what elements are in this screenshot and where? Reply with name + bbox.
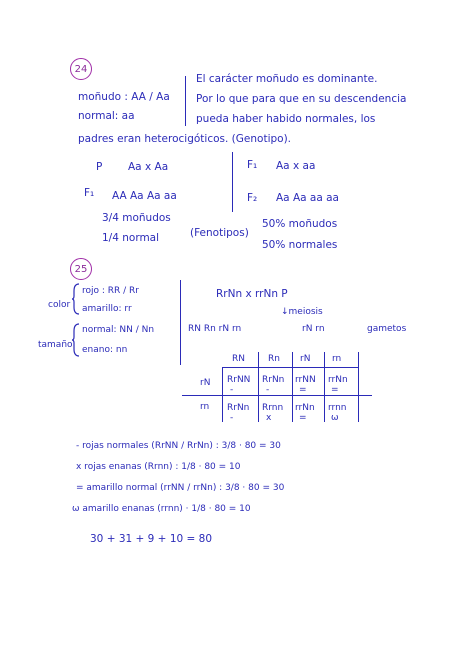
explanation-line-4: padres eran heterocigóticos. (Genotipo). [78,133,292,145]
table-col-line [222,367,223,422]
percent-normales: 50% normales [262,239,338,251]
divider-24-cross [232,152,233,212]
color-brace [72,283,80,315]
final-sum: 30 + 31 + 9 + 10 = 80 [90,533,213,545]
moñudo-genotype: moñudo : AA / Aa [78,91,170,103]
table-top-line [222,367,358,368]
normal-genotype: normal: aa [78,110,135,122]
table-row-label: rN [200,378,211,388]
problem-24-number [70,58,92,80]
f1-label: F₁ [84,187,95,199]
cross-f1-right: Aa x aa [276,160,316,172]
table-mark: = [299,413,307,423]
percent-moñudos: 50% moñudos [262,218,338,230]
gametes-right: rN rn [302,324,325,334]
f1-offspring: AA Aa Aa aa [112,190,177,202]
explanation-line-2: Por lo que para que en su descendencia [196,93,407,105]
table-cell: RrNN [227,375,251,385]
table-header: Rn [268,354,280,364]
f2-offspring: Aa Aa aa aa [276,192,339,204]
result-yellow-normal: = amarillo normal (rrNN / rrNn) : 3/8 · 80 = 30 [76,483,285,493]
ratio-moñudos: 3/4 moñudos [102,212,171,224]
result-red-dwarf: x rojas enanas (Rrnn) : 1/8 · 80 = 10 [76,462,241,472]
table-mark: = [299,385,307,395]
table-col-line [292,352,293,422]
ratio-normal: 1/4 normal [102,232,160,244]
parent-cross: RrNn x rrNn P [216,288,288,300]
size-brace [72,323,80,357]
table-mark: x [266,413,272,423]
cross-p-label: P [96,161,103,173]
cross-p-left: Aa x Aa [128,161,169,173]
table-col-line [324,352,325,422]
table-cell: RrNn [227,403,250,413]
table-mark: = [331,385,339,395]
result-yellow-dwarf: ω amarillo enanas (rrnn) · 1/8 · 80 = 10 [72,504,251,514]
divider-24 [185,76,186,126]
divider-25 [180,280,181,365]
color-label: color [48,300,71,310]
gametes-left: RN Rn rN rn [188,324,242,334]
table-header: RN [232,354,245,364]
table-header: rN [300,354,311,364]
table-cell: RrNn [262,375,285,385]
table-cell: rrNN [295,375,316,385]
explanation-line-1: El carácter moñudo es dominante. [196,73,378,85]
table-cell: rrnn [328,403,347,413]
problem-25-number-text: 25 [74,263,88,275]
explanation-line-3: pueda haber habido normales, los [196,113,376,125]
result-red-normal: - rojas normales (RrNN / RrNn) : 3/8 · 80 = 30 [76,441,281,451]
size-label: tamaño [38,340,73,350]
table-mid-line [182,395,372,396]
fenotipos-label: (Fenotipos) [190,227,249,239]
table-cell: rrNn [295,403,315,413]
problem-24-number-text: 24 [74,63,88,75]
table-cell: Rrnn [262,403,284,413]
table-mark: - [266,385,270,395]
gametes-label: gametos [367,324,407,334]
size-dwarf: enano: nn [82,345,128,355]
table-row-label: rn [200,402,210,412]
table-header: rn [332,354,342,364]
table-mark: ω [331,413,339,423]
size-normal: normal: NN / Nn [82,325,155,335]
table-col-line [358,352,359,422]
f2-label: F₂ [247,192,258,204]
cross-f1-right-label: F₁ [247,159,258,171]
color-red: rojo : RR / Rr [82,286,139,296]
color-yellow: amarillo: rr [82,304,132,314]
meiosis-arrow: ↓meiosis [281,307,323,317]
table-cell: rrNn [328,375,348,385]
table-mark: - [230,413,234,423]
table-mark: - [230,385,234,395]
problem-25-number [70,258,92,280]
table-col-line [258,352,259,422]
